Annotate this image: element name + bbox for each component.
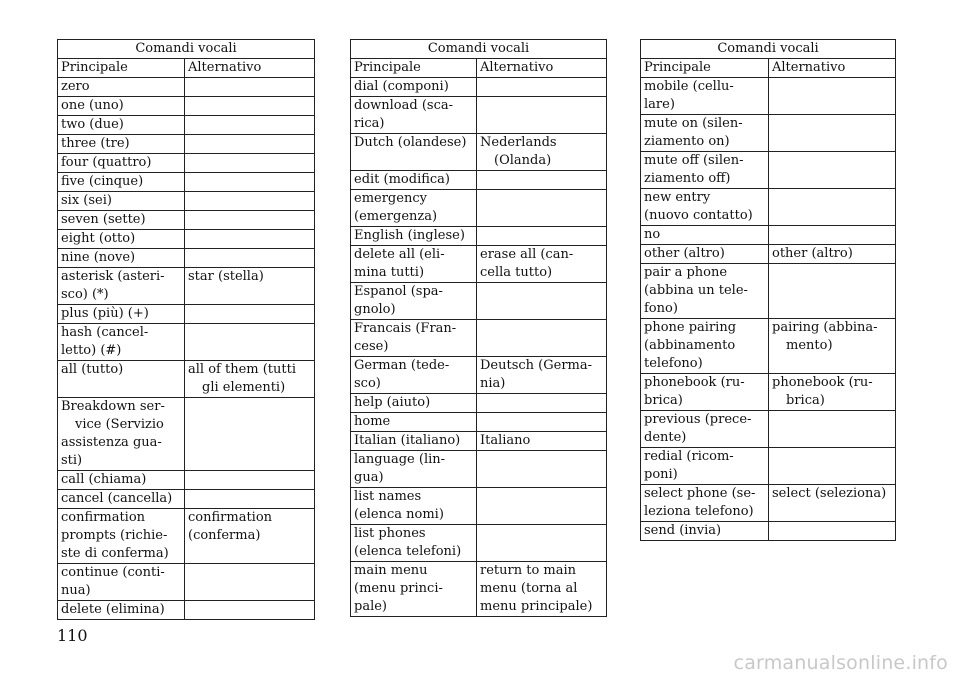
cell-line: dial (componi) (354, 79, 449, 94)
cell-line: redial (ricom- (644, 449, 734, 464)
table-row (351, 525, 607, 562)
table-row (641, 152, 896, 189)
table-row (641, 374, 896, 411)
table-row (641, 264, 896, 319)
header-alternativo: Alternativo (769, 59, 896, 78)
table-row (351, 413, 607, 432)
alternativo-cell (477, 320, 607, 357)
cell-line: brica) (786, 393, 825, 408)
alternativo-cell (185, 471, 315, 490)
principale-cell (351, 97, 477, 134)
principale-cell (58, 601, 185, 620)
principale-cell (641, 264, 769, 319)
principale-cell (641, 319, 769, 374)
principale-cell (58, 78, 185, 97)
cell-line: language (lin- (354, 452, 446, 467)
table-row (58, 268, 315, 305)
alternativo-cell (185, 361, 315, 398)
table-row (351, 562, 607, 617)
principale-cell (351, 488, 477, 525)
cell-line: (Olanda) (494, 153, 552, 168)
alternativo-cell (185, 305, 315, 324)
cell-line: zero (61, 79, 90, 94)
cell-line: call (chiama) (61, 472, 147, 487)
principale-cell (351, 283, 477, 320)
table-row (351, 432, 607, 451)
cell-line: mute on (silen- (644, 116, 743, 131)
principale-cell (58, 97, 185, 116)
header-principale: Principale (58, 59, 185, 78)
table-row (351, 357, 607, 394)
cell-line: four (quattro) (61, 155, 152, 170)
alternativo-cell (185, 230, 315, 249)
table-row (58, 154, 315, 173)
alternativo-cell (769, 411, 896, 448)
table-row (351, 283, 607, 320)
cell-line: edit (modifica) (354, 172, 451, 187)
alternativo-cell (477, 394, 607, 413)
watermark: carmanualsonline.info (733, 652, 948, 674)
alternativo-cell (769, 264, 896, 319)
cell-line: one (uno) (61, 98, 124, 113)
cell-line: download (sca- (354, 98, 454, 113)
cell-line: fono) (644, 301, 678, 316)
principale-cell (58, 471, 185, 490)
table-row (58, 564, 315, 601)
cell-line: sti) (61, 453, 83, 468)
page-number: 110 (57, 626, 88, 645)
alternativo-cell (769, 319, 896, 374)
alternativo-cell (477, 432, 607, 451)
cell-line: new entry (644, 190, 711, 205)
cell-line: ziamento off) (644, 171, 731, 186)
cell-line: English (inglese) (354, 228, 465, 243)
principale-cell (641, 78, 769, 115)
alternativo-cell (477, 227, 607, 246)
cell-line: ziamento on) (644, 134, 730, 149)
header-alternativo: Alternativo (477, 59, 607, 78)
table-row (58, 490, 315, 509)
alternativo-cell (477, 78, 607, 97)
principale-cell (351, 246, 477, 283)
cell-line: six (sei) (61, 193, 112, 208)
table-row (58, 249, 315, 268)
table-row (351, 246, 607, 283)
voice-commands-table-1 (57, 39, 315, 620)
cell-line: gli elementi) (202, 380, 286, 395)
cell-line: select phone (se- (644, 486, 756, 501)
cell-line: Espanol (spa- (354, 284, 443, 299)
cell-line: other (altro) (772, 246, 853, 261)
table-title: Comandi vocali (641, 40, 896, 59)
cell-line: (elenca nomi) (354, 507, 444, 522)
table-row (58, 324, 315, 361)
principale-cell (58, 509, 185, 564)
principale-cell (58, 249, 185, 268)
alternativo-cell (185, 564, 315, 601)
table-row (351, 171, 607, 190)
principale-cell (351, 320, 477, 357)
cell-line: gnolo) (354, 302, 396, 317)
cell-line: mobile (cellu- (644, 79, 734, 94)
table-row (58, 192, 315, 211)
cell-line: (nuovo contatto) (644, 208, 753, 223)
cell-line: mina tutti) (354, 265, 425, 280)
table-row (58, 398, 315, 471)
principale-cell (351, 394, 477, 413)
alternativo-cell (185, 509, 315, 564)
cell-line: leziona telefono) (644, 504, 754, 519)
table-row (641, 522, 896, 541)
alternativo-cell (477, 357, 607, 394)
alternativo-cell (769, 152, 896, 189)
cell-line: Italian (italiano) (354, 433, 461, 448)
cell-line: German (tede- (354, 358, 450, 373)
voice-commands-table-3 (640, 39, 896, 541)
alternativo-cell (185, 154, 315, 173)
cell-line: help (aiuto) (354, 395, 431, 410)
cell-line: (emergenza) (354, 209, 438, 224)
alternativo-cell (185, 97, 315, 116)
cell-line: other (altro) (644, 246, 725, 261)
cell-line: three (tre) (61, 136, 130, 151)
table-row (351, 190, 607, 227)
principale-cell (58, 173, 185, 192)
cell-line: home (354, 414, 391, 429)
table-row (58, 173, 315, 192)
alternativo-cell (477, 171, 607, 190)
alternativo-cell (477, 246, 607, 283)
cell-line: assistenza gua- (61, 435, 162, 450)
table-row (641, 319, 896, 374)
cell-line: dente) (644, 430, 687, 445)
cell-line: vice (Servizio (75, 417, 164, 432)
table-title: Comandi vocali (351, 40, 607, 59)
cell-line: pair a phone (644, 265, 728, 280)
cell-line: Francais (Fran- (354, 321, 457, 336)
table-row (351, 78, 607, 97)
cell-line: all (tutto) (61, 362, 124, 377)
cell-line: Dutch (olandese) (354, 135, 467, 150)
alternativo-cell (769, 448, 896, 485)
table-row (58, 471, 315, 490)
principale-cell (58, 116, 185, 135)
alternativo-cell (769, 189, 896, 226)
alternativo-cell (185, 173, 315, 192)
alternativo-cell (185, 490, 315, 509)
alternativo-cell (769, 78, 896, 115)
cell-line: mento) (786, 338, 833, 353)
principale-cell (351, 562, 477, 617)
cell-line: menu (torna al (480, 581, 578, 596)
cell-line: brica) (644, 393, 683, 408)
cell-line: no (644, 227, 661, 242)
alternativo-cell (477, 562, 607, 617)
cell-line: gua) (354, 470, 384, 485)
cell-line: nia) (480, 376, 506, 391)
alternativo-cell (185, 324, 315, 361)
principale-cell (641, 374, 769, 411)
cell-line: lare) (644, 97, 675, 112)
cell-line: five (cinque) (61, 174, 144, 189)
principale-cell (58, 324, 185, 361)
principale-cell (351, 171, 477, 190)
cell-line: mute off (silen- (644, 153, 744, 168)
cell-line: delete (elimina) (61, 602, 165, 617)
alternativo-cell (477, 134, 607, 171)
cell-line: all of them (tutti (188, 362, 296, 377)
principale-cell (641, 485, 769, 522)
cell-line: continue (conti- (61, 565, 165, 580)
table-row (58, 601, 315, 620)
table-row (58, 211, 315, 230)
principale-cell (58, 564, 185, 601)
header-alternativo: Alternativo (185, 59, 315, 78)
alternativo-cell (185, 116, 315, 135)
table-title: Comandi vocali (58, 40, 315, 59)
table-row (351, 320, 607, 357)
alternativo-cell (477, 283, 607, 320)
voice-commands-table-2 (350, 39, 607, 617)
table-row (641, 226, 896, 245)
alternativo-cell (185, 78, 315, 97)
principale-cell (58, 490, 185, 509)
alternativo-cell (185, 135, 315, 154)
cell-line: select (seleziona) (772, 486, 887, 501)
table-row (351, 227, 607, 246)
cell-line: sco) (354, 376, 381, 391)
header-principale: Principale (351, 59, 477, 78)
table-row (351, 97, 607, 134)
principale-cell (58, 398, 185, 471)
cell-line: main menu (354, 563, 428, 578)
cell-line: telefono) (644, 356, 703, 371)
cell-line: rica) (354, 116, 385, 131)
table-row (641, 245, 896, 264)
alternativo-cell (477, 97, 607, 134)
cell-line: poni) (644, 467, 678, 482)
principale-cell (641, 115, 769, 152)
alternativo-cell (185, 601, 315, 620)
principale-cell (351, 134, 477, 171)
alternativo-cell (477, 488, 607, 525)
cell-line: prompts (richie- (61, 528, 168, 543)
table-row (58, 135, 315, 154)
alternativo-cell (185, 192, 315, 211)
principale-cell (58, 305, 185, 324)
cell-line: hash (cancel- (61, 325, 149, 340)
alternativo-cell (769, 226, 896, 245)
table-row (58, 305, 315, 324)
alternativo-cell (185, 249, 315, 268)
principale-cell (58, 211, 185, 230)
cell-line: pale) (354, 599, 387, 614)
principale-cell (351, 432, 477, 451)
principale-cell (58, 268, 185, 305)
cell-line: send (invia) (644, 523, 722, 538)
cell-line: pairing (abbina- (772, 320, 878, 335)
cell-line: erase all (can- (480, 247, 574, 262)
cell-line: cella tutto) (480, 265, 553, 280)
cell-line: ste di conferma) (61, 546, 169, 561)
alternativo-cell (769, 522, 896, 541)
principale-cell (641, 411, 769, 448)
table-row (58, 230, 315, 249)
alternativo-cell (185, 398, 315, 471)
principale-cell (58, 154, 185, 173)
alternativo-cell (185, 268, 315, 305)
alternativo-cell (477, 525, 607, 562)
cell-line: Deutsch (Germa- (480, 358, 593, 373)
cell-line: phonebook (ru- (644, 375, 745, 390)
cell-line: confirmation (188, 510, 273, 525)
alternativo-cell (769, 374, 896, 411)
cell-line: delete all (eli- (354, 247, 445, 262)
cell-line: (conferma) (188, 528, 261, 543)
principale-cell (351, 357, 477, 394)
cell-line: (abbina un tele- (644, 283, 748, 298)
principale-cell (58, 230, 185, 249)
cell-line: nine (nove) (61, 250, 136, 265)
table-row (641, 411, 896, 448)
cell-line: menu principale) (480, 599, 593, 614)
cell-line: (elenca telefoni) (354, 544, 462, 559)
cell-line: emergency (354, 191, 427, 206)
table-row (58, 116, 315, 135)
alternativo-cell (769, 245, 896, 264)
principale-cell (351, 413, 477, 432)
table-row (351, 134, 607, 171)
table-row (58, 78, 315, 97)
table-row (641, 448, 896, 485)
principale-cell (351, 78, 477, 97)
cell-line: Italiano (480, 433, 531, 448)
cell-line: cancel (cancella) (61, 491, 173, 506)
cell-line: plus (più) (+) (61, 306, 149, 321)
cell-line: asterisk (asteri- (61, 269, 165, 284)
alternativo-cell (185, 211, 315, 230)
cell-line: two (due) (61, 117, 124, 132)
principale-cell (58, 135, 185, 154)
principale-cell (641, 245, 769, 264)
cell-line: eight (otto) (61, 231, 136, 246)
cell-line: cese) (354, 339, 389, 354)
header-principale: Principale (641, 59, 769, 78)
table-row (58, 97, 315, 116)
principale-cell (641, 152, 769, 189)
principale-cell (641, 189, 769, 226)
table-row (351, 488, 607, 525)
cell-line: sco) (*) (61, 287, 109, 302)
alternativo-cell (477, 190, 607, 227)
principale-cell (641, 522, 769, 541)
table-row (641, 485, 896, 522)
table-row (641, 78, 896, 115)
alternativo-cell (769, 115, 896, 152)
cell-line: nua) (61, 583, 91, 598)
cell-line: Breakdown ser- (61, 399, 165, 414)
principale-cell (351, 525, 477, 562)
principale-cell (641, 448, 769, 485)
cell-line: list names (354, 489, 422, 504)
table-row (641, 189, 896, 226)
cell-line: phone pairing (644, 320, 737, 335)
cell-line: seven (sette) (61, 212, 146, 227)
principale-cell (351, 190, 477, 227)
principale-cell (58, 192, 185, 211)
alternativo-cell (477, 451, 607, 488)
principale-cell (351, 451, 477, 488)
cell-line: Nederlands (480, 135, 557, 150)
cell-line: (abbinamento (644, 338, 736, 353)
alternativo-cell (769, 485, 896, 522)
table-row (58, 361, 315, 398)
cell-line: previous (prece- (644, 412, 752, 427)
table-row (351, 394, 607, 413)
alternativo-cell (477, 413, 607, 432)
cell-line: list phones (354, 526, 426, 541)
cell-line: (menu princi- (354, 581, 443, 596)
principale-cell (58, 361, 185, 398)
cell-line: confirmation (61, 510, 146, 525)
cell-line: letto) (#) (61, 343, 122, 358)
cell-line: star (stella) (188, 269, 264, 284)
table-row (58, 509, 315, 564)
table-row (351, 451, 607, 488)
cell-line: phonebook (ru- (772, 375, 873, 390)
table-row (641, 115, 896, 152)
principale-cell (641, 226, 769, 245)
cell-line: return to main (480, 563, 577, 578)
principale-cell (351, 227, 477, 246)
